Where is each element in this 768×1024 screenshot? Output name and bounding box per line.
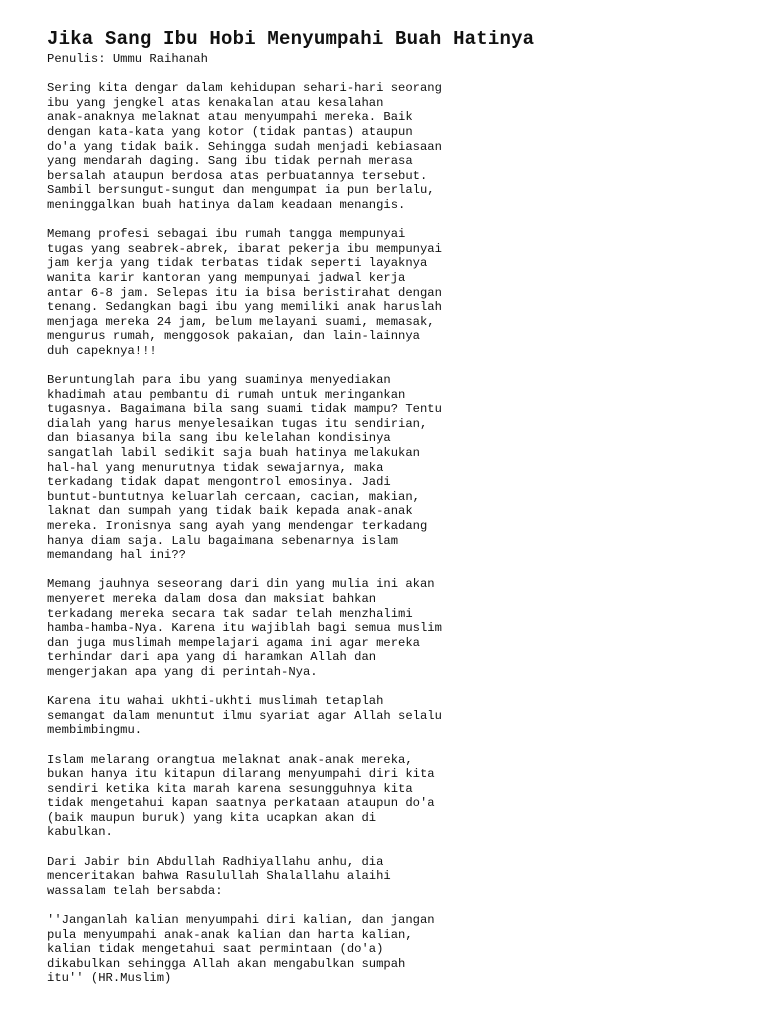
paragraph-6: Islam melarang orangtua melaknat anak-anak mereka, bukan hanya itu kitapun dilarang menyumpahi diri kita sendiri ketika kita marah karena sesungguhnya kita tidak mengetahui kapan saatnya perkataan ataupun do'a (baik maupun buruk) yang kita ucapkan akan di kabulkan. (47, 752, 435, 840)
author-line: Penulis: Ummu Raihanah (47, 52, 208, 66)
paragraph-1: Sering kita dengar dalam kehidupan sehari-hari seorang ibu yang jengkel atas kenakalan atau kesalahan anak-anaknya melaknat atau menyumpahi mereka. Baik dengan kata-kata yang kotor (tidak pantas) ataupun do'a yang tidak baik. Sehingga sudah menjadi kebiasaan yang mendarah daging. Sang ibu tidak pernah merasa bersalah ataupun berdosa atas perbuatannya tersebut. Sambil bersungut-sungut dan mengumpat ia pun berlalu, meninggalkan buah hatinya dalam keadaan menangis. (47, 81, 442, 212)
paragraph-7: Dari Jabir bin Abdullah Radhiyallahu anhu, dia menceritakan bahwa Rasulullah Shalallahu alaihi wassalam telah bersabda: (47, 854, 391, 898)
paragraph-3: Beruntunglah para ibu yang suaminya menyediakan khadimah atau pembantu di rumah untuk meringankan tugasnya. Bagaimana bila sang suami tidak mampu? Tentu dialah yang harus menyelesaikan tugas itu sendirian, dan biasanya bila sang ibu kelelahan kondisinya sangatlah labil sedikit saja buah hatinya melakukan hal-hal yang menurutnya tidak sewajarnya, maka terkadang tidak dapat mengontrol emosinya. Jadi buntut-buntutnya keluarlah cercaan, cacian, makian, laknat dan sumpah yang tidak baik kepada anak-anak mereka. Ironisnya sang ayah yang mendengar terkadang hanya diam saja. Lalu bagaimana sebenarnya islam memandang hal ini?? (47, 373, 442, 563)
hadith-quote: ''Janganlah kalian menyumpahi diri kalian, dan jangan pula menyumpahi anak-anak kalian dan harta kalian, kalian tidak mengetahui saat permintaan (do'a) dikabulkan sehingga Allah akan mengabulkan sumpah itu'' (HR.Muslim) (47, 913, 435, 986)
paragraph-4: Memang jauhnya seseorang dari din yang mulia ini akan menyeret mereka dalam dosa dan maksiat bahkan terkadang mereka secara tak sadar telah menzhalimi hamba-hamba-Nya. Karena itu wajiblah bagi semua muslim dan juga muslimah mempelajari agama ini agar mereka terhindar dari apa yang di haramkan Allah dan mengerjakan apa yang di perintah-Nya. (47, 577, 442, 679)
paragraph-5: Karena itu wahai ukhti-ukhti muslimah tetaplah semangat dalam menuntut ilmu syariat agar Allah selalu membimbingmu. (47, 694, 442, 738)
document-page (47, 28, 747, 986)
paragraph-2: Memang profesi sebagai ibu rumah tangga mempunyai tugas yang seabrek-abrek, ibarat pekerja ibu mempunyai jam kerja yang tidak terbatas tidak seperti layaknya wanita karir kantoran yang mempunyai jadwal kerja antar 6-8 jam. Selepas itu ia bisa beristirahat dengan tenang. Sedangkan bagi ibu yang memiliki anak haruslah menjaga mereka 24 jam, belum melayani suami, memasak, mengurus rumah, menggosok pakaian, dan lain-lainnya duh capeknya!!! (47, 227, 442, 358)
document-title: Jika Sang Ibu Hobi Menyumpahi Buah Hatinya (47, 28, 535, 50)
